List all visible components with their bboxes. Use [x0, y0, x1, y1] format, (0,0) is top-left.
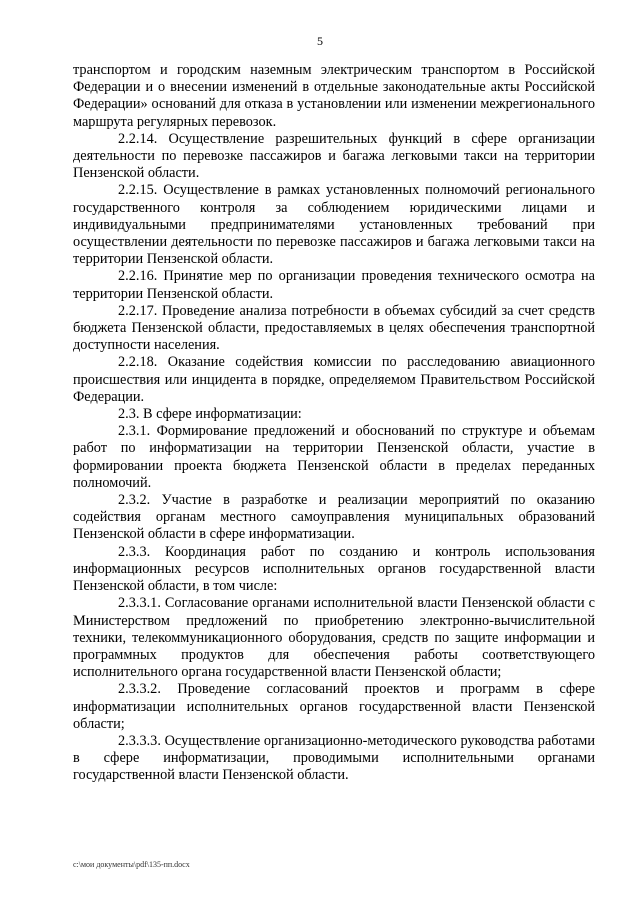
paragraph-2-2-15: 2.2.15. Осуществление в рамках установленных полномочий регионального государственного контроля за соблюдением юридическими лицами и индивидуальными предпринимателями установленных требований при осуществлении деятельности по перевозке пассажиров и багажа легковыми такси на территории Пензенской области. [73, 182, 595, 268]
footer-file-path: c:\мои документы\pdf\135-пп.docx [73, 860, 190, 869]
section-heading-2-3: 2.3. В сфере информатизации: [118, 406, 302, 423]
paragraph-2-3-3: 2.3.3. Координация работ по созданию и контроль использования информационных ресурсов исполнительных органов государственной власти Пензенской области, в том числе: [73, 543, 595, 595]
page-number: 5 [317, 34, 323, 48]
paragraph-2-2-17: 2.2.17. Проведение анализа потребности в объемах субсидий за счет средств бюджета Пензенской области, предоставляемых в целях обеспечения транспортной доступности населения. [73, 302, 595, 354]
paragraph-2-3-3-3: 2.3.3.3. Осуществление организационно-методического руководства работами в сфере информатизации, проводимыми исполнительными органами государственной власти Пензенской области. [73, 732, 595, 784]
paragraph-2-3-2: 2.3.2. Участие в разработке и реализации мероприятий по оказанию содействия органам местного самоуправления муниципальных образований Пензенской области в сфере информатизации. [73, 492, 595, 543]
paragraph-continuation: транспортом и городским наземным электрическим транспортом в Российской Федерации и о внесении изменений в отдельные законодательные акты Российской Федерации» оснований для отказа в установлении или изменении межрегионального маршрута регулярных перевозок. [73, 62, 595, 130]
paragraph-2-3-1: 2.3.1. Формирование предложений и обоснований по структуре и объемам работ по информатизации на территории Пензенской области, участие в формировании проекта бюджета Пензенской области в пределах переданных полномочий. [73, 423, 595, 491]
paragraph-2-2-18: 2.2.18. Оказание содействия комиссии по расследованию авиационного происшествия или инцидента в порядке, определяемом Правительством Российской Федерации. [73, 354, 595, 405]
paragraph-2-3-3-2: 2.3.3.2. Проведение согласований проектов и программ в сфере информатизации исполнительных органов государственной власти Пензенской области; [73, 681, 595, 732]
document-body [73, 62, 595, 785]
paragraph-2-2-16: 2.2.16. Принятие мер по организации проведения технического осмотра на территории Пензенской области. [73, 268, 595, 302]
paragraph-2-3-3-1: 2.3.3.1. Согласование органами исполнительной власти Пензенской области с Министерством предложений по приобретению электронно-вычислительной техники, телекоммуникационного оборудования, средств по защите информации и программных продуктов для обеспечения работы соответствующего исполнительного органа государственной власти Пензенской области; [73, 595, 595, 681]
paragraph-2-2-14: 2.2.14. Осуществление разрешительных функций в сфере организации деятельности по перевозке пассажиров и багажа легковыми такси на территории Пензенской области. [73, 130, 595, 182]
